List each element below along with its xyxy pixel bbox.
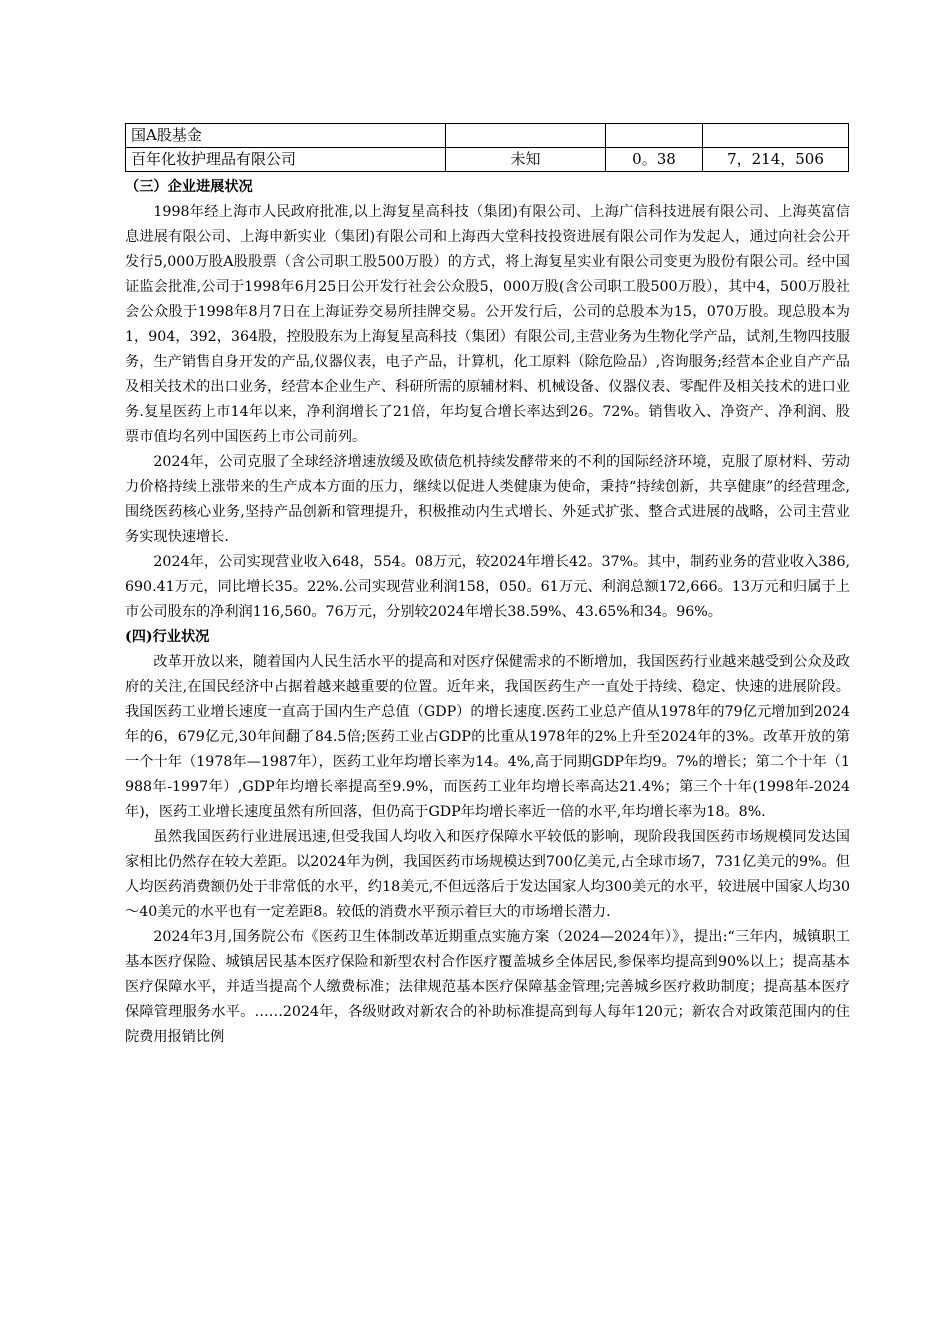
shareholder-type-cell xyxy=(446,124,606,148)
shareholder-table xyxy=(125,123,849,172)
shareholding-ratio-cell: 0。38 xyxy=(606,148,703,172)
paragraph: 2024年，公司克服了全球经济增速放缓及欧债危机持续发酵带来的不利的国际经济环境，克服了原材料、劳动力价格持续上涨带来的生产成本方面的压力，继续以促进人类健康为使命，秉持“持续创新，共享健康”的经营理念,围绕医药核心业务,坚持产品创新和管理提升，积极推动内生式增长、外延式扩张、整合式进展的战略，公司主营业务实现快速增长. xyxy=(125,454,850,545)
paragraph: 1998年经上海市人民政府批准,以上海复星高科技（集团)有限公司、上海广信科技进展有限公司、上海英富信息进展有限公司、上海申新实业（集团)有限公司和上海西大堂科技投资进展有限公司作为发起人，通过向社会公开发行5,000万股A股股票（含公司职工股500万股）的方式，将上海复星实业有限公司变更为股份有限公司。经中国证监会批准,公司于1998年6月25日公开发行社会公众股5，000万股(含公司职工股500万股），其中4，500万股社会公众股于1998年8月7日在上海证券交易所挂牌交易。公开发行后，公司的总股本为15，070万股。现总股本为1，904，392，364股，控股股东为上海复星高科技（集团）有限公司,主营业务为生物化学产品，试剂,生物四技服务，生产销售自身开发的产品,仪器仪表，电子产品，计算机，化工原料（除危险品）,咨询服务;经营本企业自产产品及相关技术的出口业务，经营本企业生产、科研所需的原辅材料、机械设备、仪器仪表、零配件及相关技术的进口业务.复星医药上市14年以来，净利润增长了21倍，年均复合增长率达到26。72%。销售收入、净资产、净利润、股票市值均名列中国医药上市公司前列。 xyxy=(125,204,850,445)
document-body xyxy=(125,175,850,1050)
section-heading-company-progress: （三）企业进展状况 xyxy=(125,179,253,195)
share-count-cell xyxy=(703,124,849,148)
shareholder-name-cell: 百年化妆护理品有限公司 xyxy=(126,148,446,172)
paragraph: 2024年3月,国务院公布《医药卫生体制改革近期重点实施方案（2024—2024年）》，提出:“三年内，城镇职工基本医疗保险、城镇居民基本医疗保险和新型农村合作医疗覆盖城乡全体居民,参保率均提高到90%以上；提高基本医疗保障水平，并适当提高个人缴费标准；法律规范基本医疗保障基金管理;完善城乡医疗救助制度；提高基本医疗保障管理服务水平。……2024年，各级财政对新农合的补助标准提高到每人每年120元；新农合对政策范围内的住院费用报销比例 xyxy=(125,929,850,1045)
section-heading-industry-status: (四)行业状况 xyxy=(125,629,210,645)
shareholding-ratio-cell xyxy=(606,124,703,148)
share-count-cell: 7，214，506 xyxy=(703,148,849,172)
table-row xyxy=(126,124,849,148)
paragraph: 改革开放以来，随着国内人民生活水平的提高和对医疗保健需求的不断增加，我国医药行业越来越受到公众及政府的关注,在国民经济中占据着越来越重要的位置。近年来，我国医药生产一直处于持续、稳定、快速的进展阶段。我国医药工业增长速度一直高于国内生产总值（GDP）的增长速度.医药工业总产值从1978年的79亿元增加到2024年的6，679亿元,30年间翻了84.5倍;医药工业占GDP的比重从1978年的2%上升至2024年的3%。改革开放的第一个十年（1978年—1987年），医药工业年均增长率为14。4%,高于同期GDP年均9。7%的增长；第二个十年（1988年-1997年）,GDP年均增长率提高至9.9%，而医药工业年均增长率高达21.4%；第三个十年(1998年-2024年)，医药工业增长速度虽然有所回落，但仍高于GDP年均增长率近一倍的水平,年均增长率为18。8%. xyxy=(125,654,850,820)
table-row xyxy=(126,148,849,172)
paragraph: 虽然我国医药行业进展迅速,但受我国人均收入和医疗保障水平较低的影响，现阶段我国医药市场规模同发达国家相比仍然存在较大差距。以2024年为例，我国医药市场规模达到700亿美元,占全球市场7，731亿美元的9%。但人均医药消费额仍处于非常低的水平，约18美元,不但远落后于发达国家人均300美元的水平，较进展中国家人均30～40美元的水平也有一定差距8。较低的消费水平预示着巨大的市场增长潜力. xyxy=(125,829,850,920)
paragraph: 2024年，公司实现营业收入648，554。08万元，较2024年增长42。37%。其中，制药业务的营业收入386,690.41万元，同比增长35。22%.公司实现营业利润158，050。61万元、利润总额172,666。13万元和归属于上市公司股东的净利润116,560。76万元，分别较2024年增长38.59%、43.65%和34。96%。 xyxy=(125,554,850,620)
shareholder-type-cell: 未知 xyxy=(446,148,606,172)
shareholder-name-cell: 国A股基金 xyxy=(126,124,446,148)
